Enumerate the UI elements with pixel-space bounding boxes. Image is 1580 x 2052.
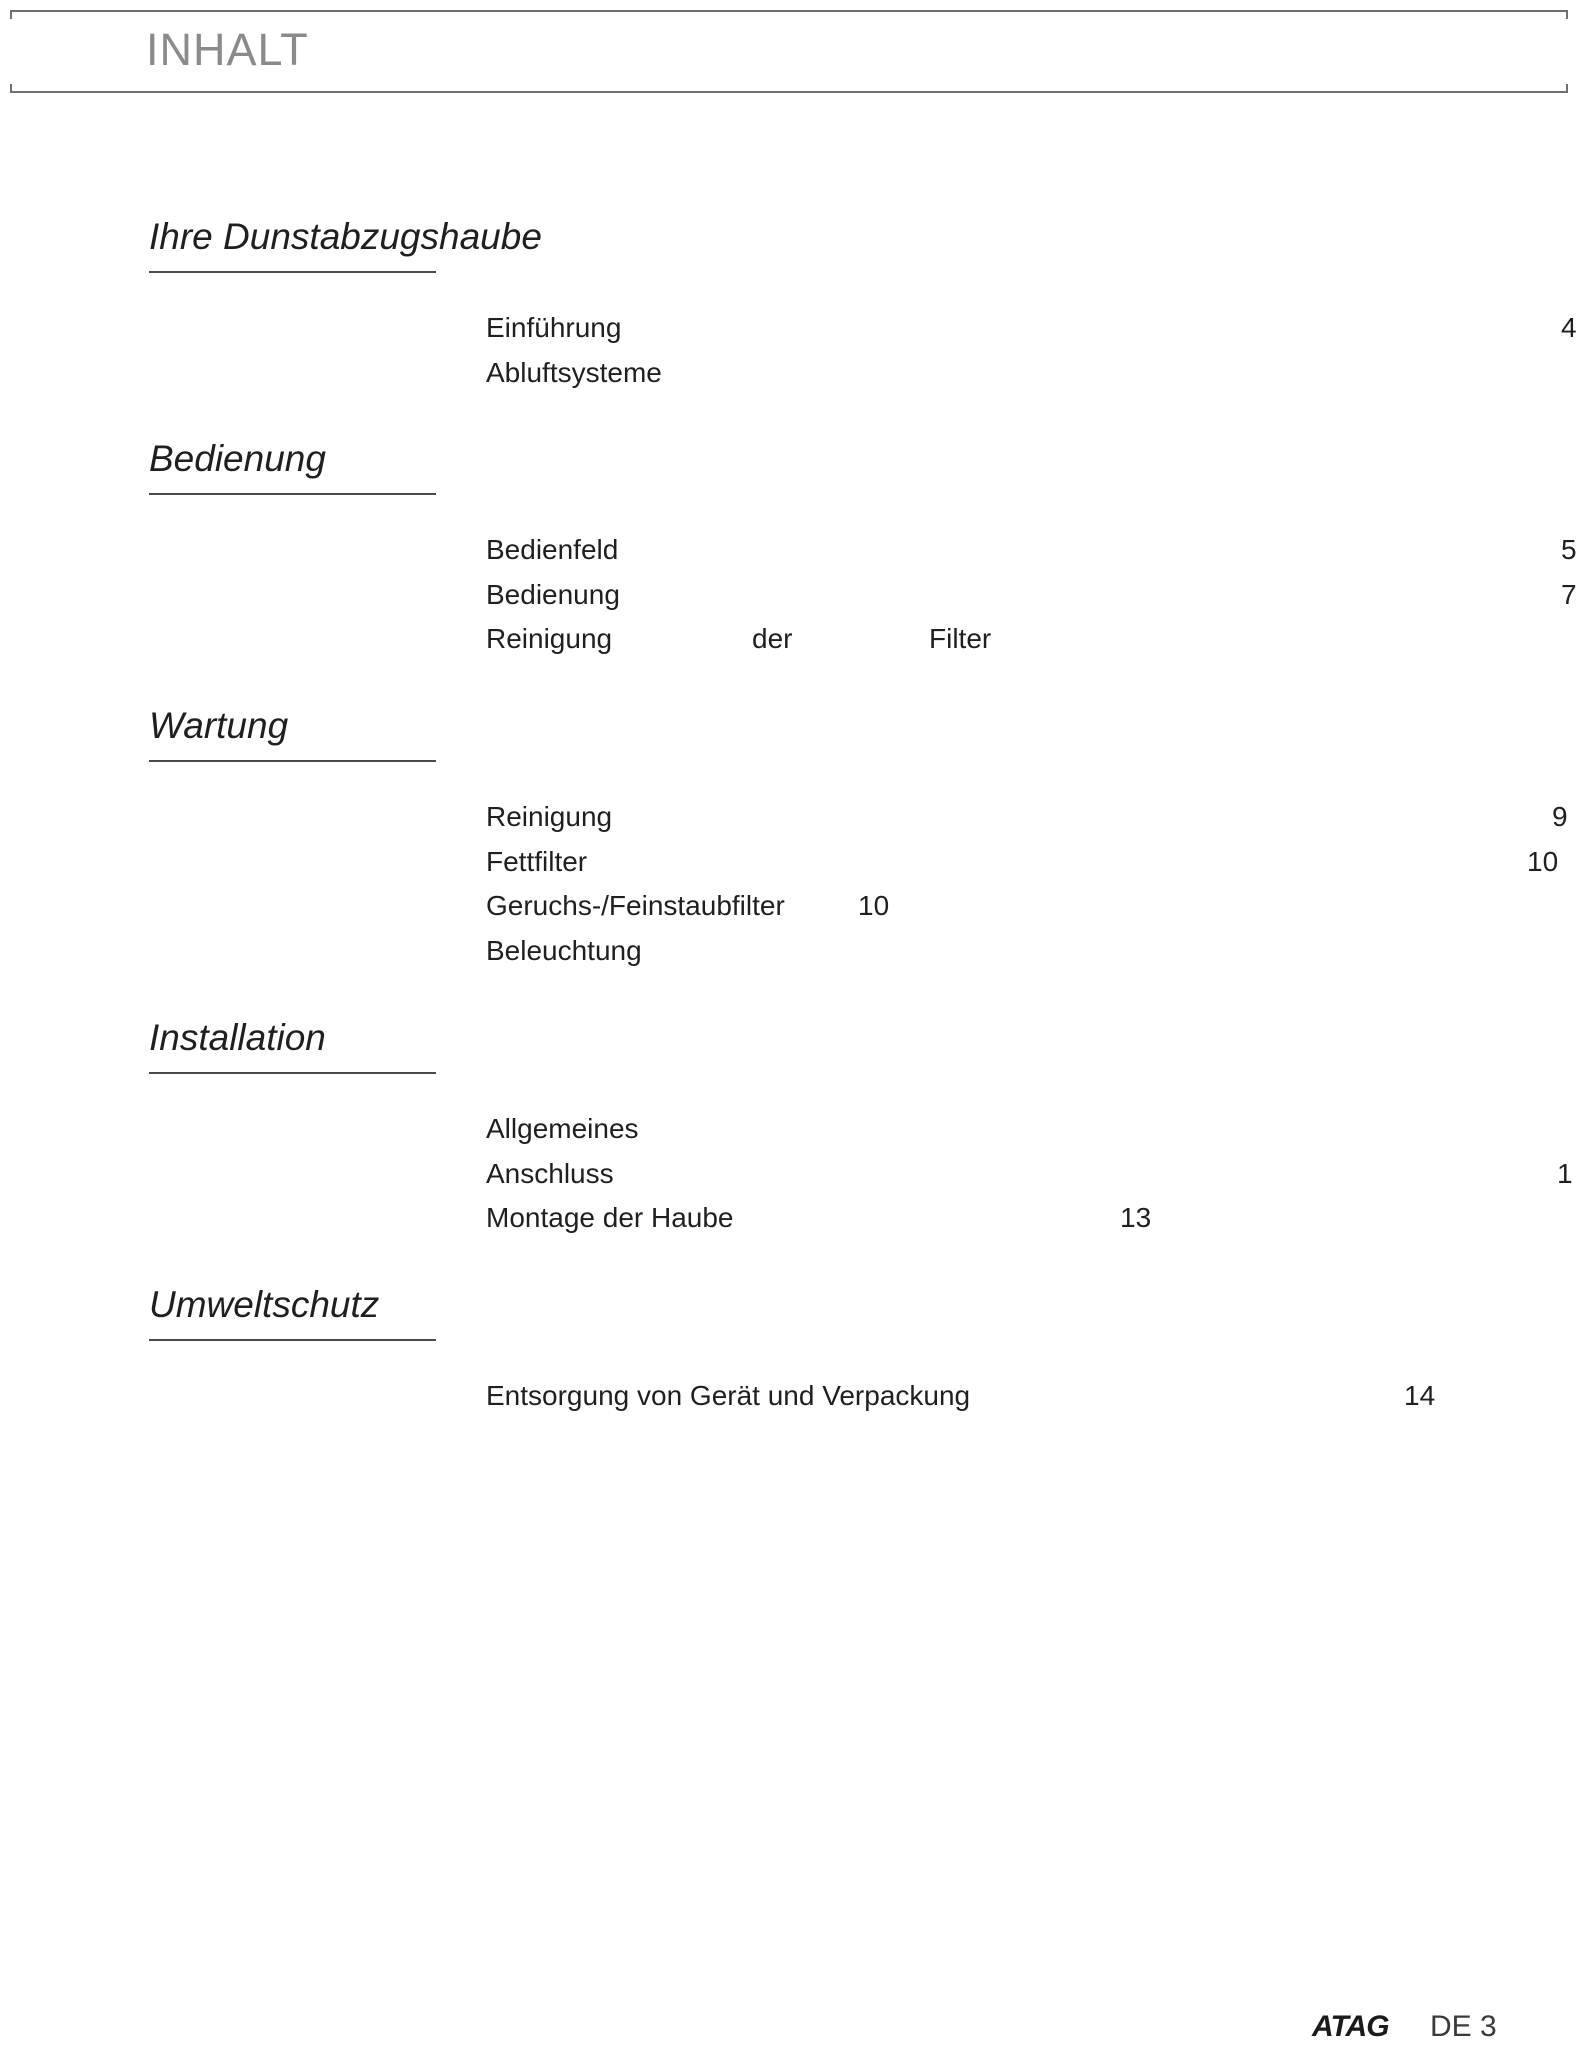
toc-page-fettfilter: 10 bbox=[1527, 846, 1559, 877]
toc-page-geruchs-feinstaubfilter: 10 bbox=[858, 890, 890, 921]
toc-entry-reinigung-der-filter-word-3[interactable]: Filter bbox=[929, 623, 992, 654]
toc-entry-geruchs-feinstaubfilter[interactable]: Geruchs-/Feinstaubfilter bbox=[486, 890, 785, 921]
section-rule bbox=[149, 760, 436, 762]
section-heading-ihre-dunstabzugshaube: Ihre Dunstabzugshaube bbox=[149, 216, 542, 257]
section-heading-umweltschutz: Umweltschutz bbox=[149, 1284, 380, 1325]
page-title: INHALT bbox=[146, 24, 309, 75]
header-rule bbox=[10, 91, 1568, 93]
page-number: DE 3 bbox=[1430, 2010, 1497, 2043]
toc-page-reinigung: 9 bbox=[1552, 801, 1568, 832]
toc-page-anschluss: 1 bbox=[1557, 1158, 1573, 1189]
toc-entry-bedienfeld[interactable]: Bedienfeld bbox=[486, 534, 619, 565]
toc-entry-bedienung[interactable]: Bedienung bbox=[486, 579, 620, 610]
toc-entry-allgemeines[interactable]: Allgemeines bbox=[486, 1113, 639, 1144]
toc-entry-anschluss[interactable]: Anschluss bbox=[486, 1158, 614, 1189]
section-rule bbox=[149, 1072, 436, 1074]
toc-page-bedienung: 7 bbox=[1561, 579, 1577, 610]
section-heading-bedienung: Bedienung bbox=[149, 438, 326, 479]
section-heading-installation: Installation bbox=[149, 1017, 326, 1058]
toc-entry-beleuchtung[interactable]: Beleuchtung bbox=[486, 935, 642, 966]
toc-entry-fettfilter[interactable]: Fettfilter bbox=[486, 846, 588, 877]
toc-entry-reinigung[interactable]: Reinigung bbox=[486, 801, 613, 832]
toc-page-einfuehrung: 4 bbox=[1561, 312, 1577, 343]
toc-entry-entsorgung[interactable]: Entsorgung von Gerät und Verpackung bbox=[486, 1380, 971, 1411]
toc-entry-abluftsysteme[interactable]: Abluftsysteme bbox=[486, 357, 662, 388]
section-heading-wartung: Wartung bbox=[149, 705, 289, 746]
toc-page-entsorgung: 14 bbox=[1404, 1380, 1436, 1411]
section-rule bbox=[149, 1339, 436, 1341]
header-rule-right-tick bbox=[1566, 84, 1568, 91]
atag-logo: ATAG bbox=[1312, 2010, 1389, 2043]
section-rule bbox=[149, 493, 436, 495]
toc-entry-einfuehrung[interactable]: Einführung bbox=[486, 312, 622, 343]
top-rule-right-tick bbox=[1566, 12, 1568, 19]
toc-page-bedienfeld: 5 bbox=[1561, 534, 1577, 565]
top-rule-left-tick bbox=[10, 12, 12, 19]
header-rule-left-tick bbox=[10, 84, 12, 91]
section-rule bbox=[149, 271, 436, 273]
toc-page-montage-der-haube: 13 bbox=[1120, 1202, 1152, 1233]
toc-entry-montage-der-haube[interactable]: Montage der Haube bbox=[486, 1202, 734, 1233]
toc-entry-reinigung-der-filter-word-2[interactable]: der bbox=[752, 623, 793, 654]
toc-entry-reinigung-der-filter[interactable]: Reinigung bbox=[486, 623, 613, 654]
top-rule bbox=[10, 10, 1568, 12]
